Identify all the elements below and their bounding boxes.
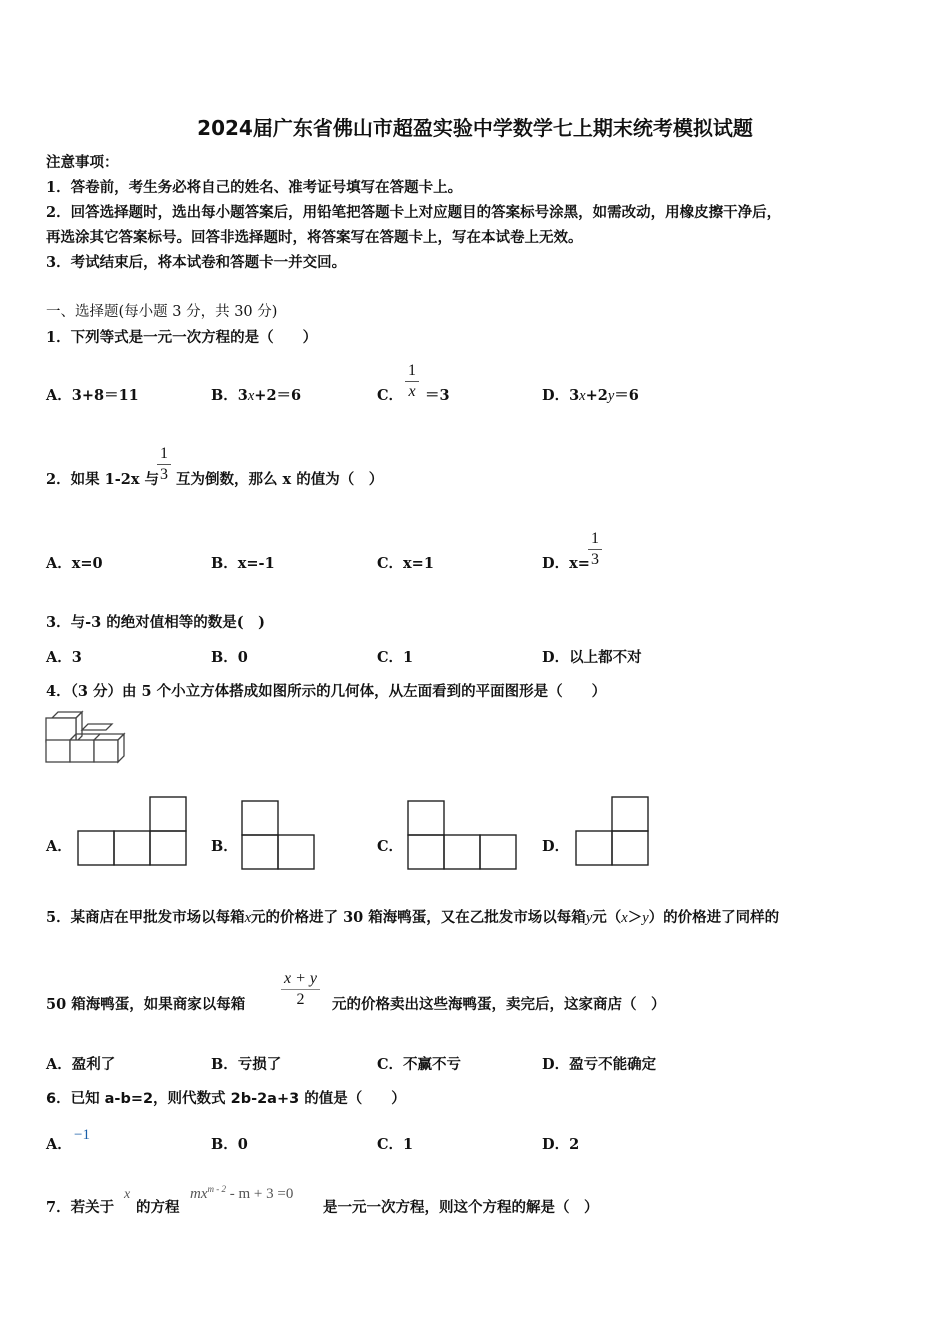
q3-option-c: C．1 <box>377 649 414 666</box>
q4-option-b-label: B． <box>211 838 238 855</box>
notice-heading: 注意事项： <box>46 154 119 171</box>
q2-option-a: A．x=0 <box>46 555 103 572</box>
q3-option-a: A．3 <box>46 649 82 666</box>
q2-stem-fraction: $\frac{1}{3}$ <box>157 444 171 485</box>
section-heading: 一、选择题(每小题 3 分，共 30 分) <box>46 304 278 320</box>
notice-item-2-cont: 再选涂其它答案标号。回答非选择题时，将答案写在答题卡上，写在本试卷上无效。 <box>46 229 583 246</box>
q2-stem-pre: 2．如果 1-2x 与 <box>46 471 160 488</box>
q6-option-d: D．2 <box>542 1136 580 1153</box>
q5-stem-line1: 5．某商店在甲批发市场以每箱x元的价格进了 30 箱海鸭蛋，又在乙批发市场以每箱y元（x＞y）的价格进了同样的 <box>46 909 780 926</box>
q1-option-c-fraction: $\frac{1}{x}$ <box>405 361 419 402</box>
q7-variable: x <box>124 1187 131 1202</box>
q1-option-b: B．3x+2＝6 <box>211 387 302 404</box>
q1-option-c-rhs: ＝3 <box>425 387 450 404</box>
q5-stem-line2-post: 元的价格卖出这些海鸭蛋，卖完后，这家商店（ ） <box>332 996 666 1013</box>
q7-equation: $mx^{m - 2} - m + 3 =0$ <box>190 1184 294 1202</box>
q6-stem: 6．已知 a-b=2，则代数式 2b-2a+3 的值是（ ） <box>46 1091 406 1107</box>
q5-option-a: A．盈利了 <box>46 1056 116 1073</box>
q1-stem: 1．下列等式是一元一次方程的是（ ） <box>46 329 318 346</box>
q6-option-a-value: −1 <box>74 1127 90 1143</box>
q4-stem: 4．（3 分）由 5 个小立方体搭成如图所示的几何体，从左面看到的平面图形是（ ） <box>46 683 607 700</box>
q2-stem-post: 互为倒数，那么 x 的值为（ ） <box>176 471 384 488</box>
notice-item-1: 1．答卷前，考生务必将自己的姓名、准考证号填写在答题卡上。 <box>46 179 463 196</box>
q4-option-d-label: D． <box>542 838 570 855</box>
q3-option-d: D．以上都不对 <box>542 649 642 666</box>
q1-option-a: A．3+8＝11 <box>46 387 139 404</box>
q4-option-d-figure <box>572 793 652 869</box>
q4-option-b-figure <box>238 797 316 871</box>
q2-option-b: B．x=-1 <box>211 555 275 572</box>
q7-stem-mid: 的方程 <box>136 1199 180 1216</box>
q2-option-c: C．x=1 <box>377 555 434 572</box>
q4-option-c-figure <box>404 797 518 871</box>
notice-item-2: 2．回答选择题时，选出每小题答案后，用铅笔把答题卡上对应题目的答案标号涂黑，如需改动，用橡皮擦干净后， <box>46 204 782 221</box>
q5-option-d: D．盈亏不能确定 <box>542 1056 657 1073</box>
q6-option-c: C．1 <box>377 1136 414 1153</box>
q4-solid-figure <box>44 710 130 766</box>
q2-option-d-label: D．x= <box>542 555 590 572</box>
q4-option-a-label: A． <box>46 838 72 855</box>
notice-item-3: 3．考试结束后，将本试卷和答题卡一并交回。 <box>46 254 347 271</box>
q7-stem-post: 是一元一次方程，则这个方程的解是（ ） <box>323 1199 599 1216</box>
q6-option-a-label: A． <box>46 1136 72 1153</box>
q3-option-b: B．0 <box>211 649 248 666</box>
q5-option-c: C．不赢不亏 <box>377 1056 462 1073</box>
q1-option-d: D．3x+2y＝6 <box>542 387 639 404</box>
q3-stem: 3．与-3 的绝对值相等的数是( ) <box>46 614 265 631</box>
q1-option-c-label: C． <box>377 387 404 404</box>
q4-option-c-label: C． <box>377 838 404 855</box>
q7-stem-pre: 7．若关于 <box>46 1199 115 1216</box>
q2-option-d-fraction: $\frac{1}{3}$ <box>588 529 602 570</box>
q6-option-b: B．0 <box>211 1136 248 1153</box>
page-title: 2024届广东省佛山市超盈实验中学数学七上期末统考模拟试题 <box>197 116 753 140</box>
q5-option-b: B．亏损了 <box>211 1056 282 1073</box>
q5-stem-line2-pre: 50 箱海鸭蛋，如果商家以每箱 <box>46 996 246 1013</box>
q5-price-fraction: $\frac{x + y}{2}$ <box>281 969 320 1010</box>
q4-option-a-figure <box>74 793 190 869</box>
